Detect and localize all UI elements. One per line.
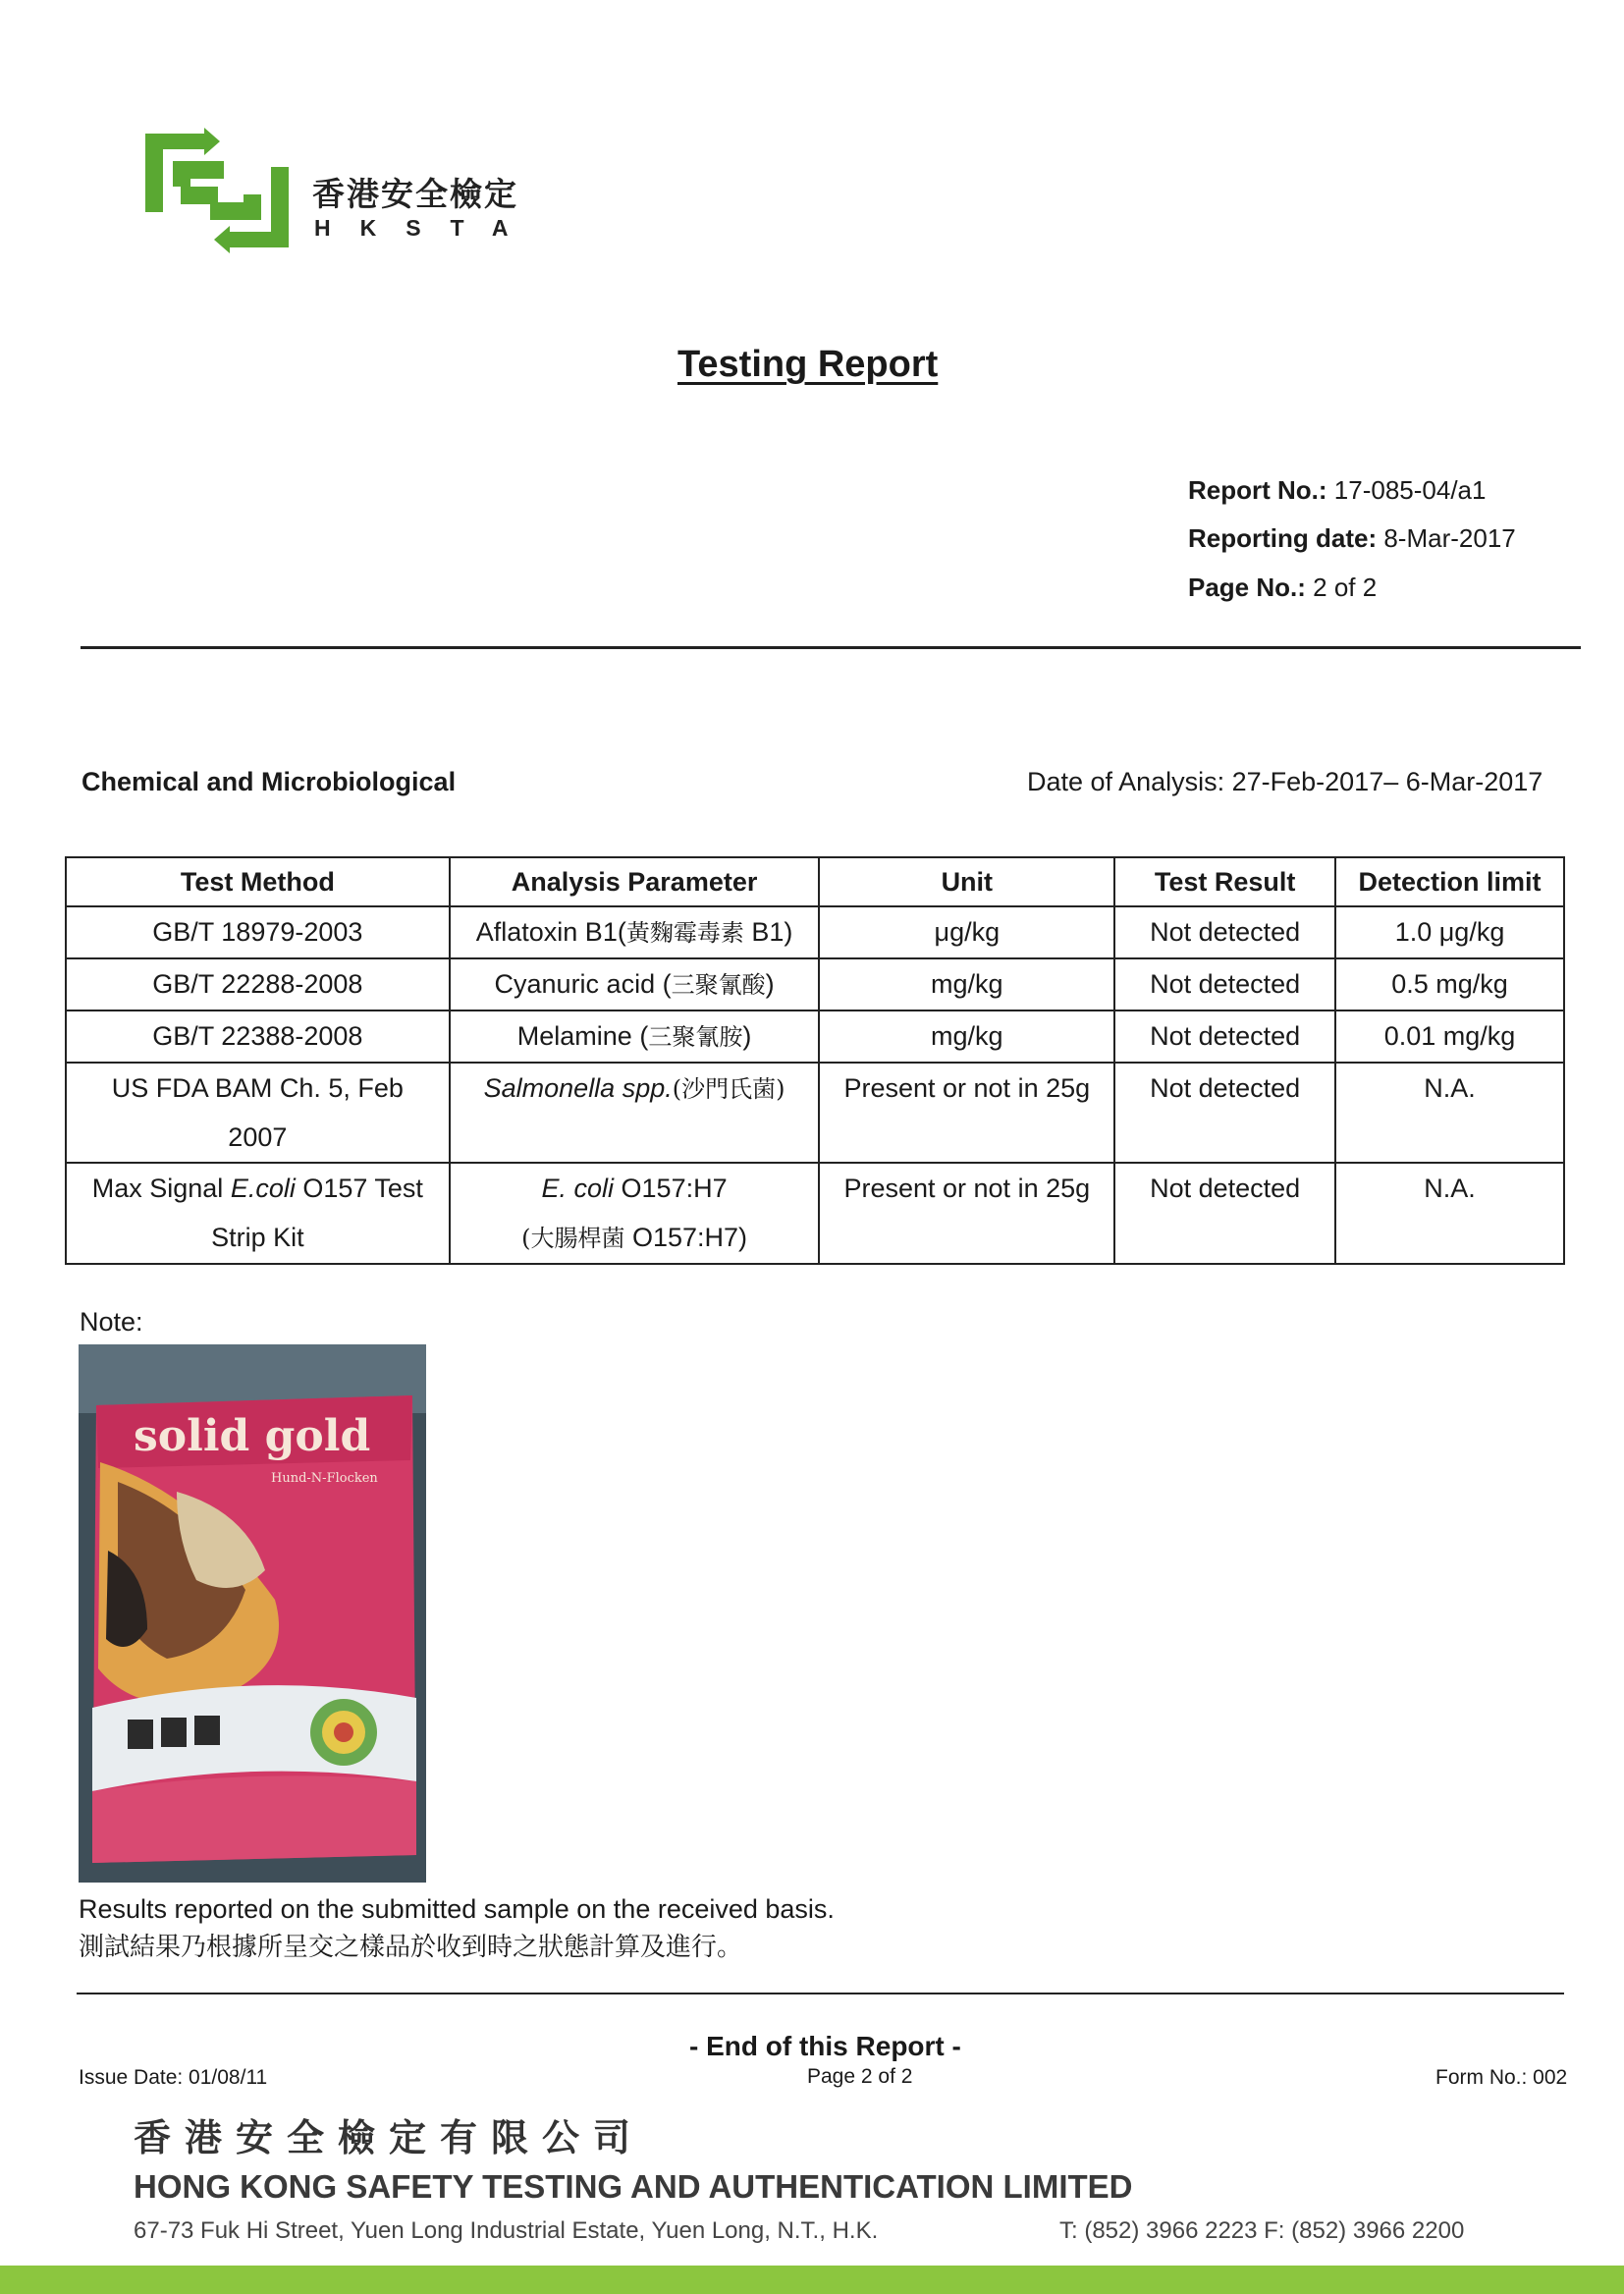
results-note-chinese: 測試結果乃根據所呈交之樣品於收到時之狀態計算及進行。 bbox=[79, 1933, 743, 1962]
cell-parameter: Aflatoxin B1(黃麴霉毒素 B1) bbox=[450, 906, 820, 958]
reporting-date: Reporting date: 8-Mar-2017 bbox=[1188, 523, 1516, 553]
report-number: Report No.: 17-085-04/a1 bbox=[1188, 475, 1487, 505]
cell-result: Not detected bbox=[1114, 906, 1335, 958]
hksta-logo-icon bbox=[145, 128, 289, 253]
cell-limit: 0.5 mg/kg bbox=[1335, 958, 1564, 1010]
logo-chinese-name: 香港安全檢定 bbox=[312, 176, 518, 212]
page-number: Page No.: 2 of 2 bbox=[1188, 573, 1378, 602]
cell-parameter: E. coli O157:H7 (大腸桿菌 O157:H7) bbox=[450, 1163, 820, 1264]
cell-result: Not detected bbox=[1114, 1063, 1335, 1163]
cell-method: US FDA BAM Ch. 5, Feb 2007 bbox=[66, 1063, 450, 1163]
table-row bbox=[66, 1063, 1564, 1163]
cell-limit: 0.01 mg/kg bbox=[1335, 1010, 1564, 1063]
table-row bbox=[66, 958, 1564, 1010]
company-address: 67-73 Fuk Hi Street, Yuen Long Industrial Estate, Yuen Long, N.T., H.K. bbox=[134, 2217, 879, 2244]
cell-parameter: Melamine (三聚氰胺) bbox=[450, 1010, 820, 1063]
divider bbox=[81, 646, 1581, 649]
table-row bbox=[66, 1163, 1564, 1264]
cell-unit: Present or not in 25g bbox=[819, 1063, 1114, 1163]
product-photo bbox=[79, 1344, 426, 1883]
footer-page-number: Page 2 of 2 bbox=[807, 2065, 913, 2088]
table-row bbox=[66, 1010, 1564, 1063]
cell-result: Not detected bbox=[1114, 958, 1335, 1010]
cell-limit: 1.0 μg/kg bbox=[1335, 906, 1564, 958]
company-phone-fax: T: (852) 3966 2223 F: (852) 3966 2200 bbox=[1059, 2217, 1465, 2244]
logo-english-name: HKSTA bbox=[314, 215, 538, 241]
section-title: Chemical and Microbiological bbox=[81, 767, 457, 796]
results-table bbox=[65, 856, 1565, 1265]
cell-method: Max Signal E.coli O157 Test Strip Kit bbox=[66, 1163, 450, 1264]
form-number: Form No.: 002 bbox=[1435, 2066, 1568, 2089]
cell-result: Not detected bbox=[1114, 1010, 1335, 1063]
cell-parameter: Salmonella spp.(沙門氏菌) bbox=[450, 1063, 820, 1163]
divider bbox=[77, 1993, 1564, 1994]
table-row bbox=[66, 906, 1564, 958]
cell-method: GB/T 22388-2008 bbox=[66, 1010, 450, 1063]
cell-method: GB/T 18979-2003 bbox=[66, 906, 450, 958]
cell-unit: μg/kg bbox=[819, 906, 1114, 958]
table-header-row bbox=[66, 857, 1564, 906]
photo-brand-text: solid gold bbox=[134, 1411, 371, 1461]
analysis-date: Date of Analysis: 27-Feb-2017– 6-Mar-2017 bbox=[1027, 767, 1543, 796]
header-analysis-parameter: Analysis Parameter bbox=[450, 857, 820, 906]
cell-unit: mg/kg bbox=[819, 1010, 1114, 1063]
cell-unit: Present or not in 25g bbox=[819, 1163, 1114, 1264]
header-unit: Unit bbox=[819, 857, 1114, 906]
cell-limit: N.A. bbox=[1335, 1163, 1564, 1264]
company-name-chinese: 香港安全檢定有限公司 bbox=[134, 2118, 645, 2159]
end-of-report: - End of this Report - bbox=[689, 2031, 961, 2061]
cell-result: Not detected bbox=[1114, 1163, 1335, 1264]
cell-limit: N.A. bbox=[1335, 1063, 1564, 1163]
header-detection-limit: Detection limit bbox=[1335, 857, 1564, 906]
issue-date: Issue Date: 01/08/11 bbox=[79, 2066, 268, 2089]
note-label: Note: bbox=[80, 1307, 143, 1337]
cell-method: GB/T 22288-2008 bbox=[66, 958, 450, 1010]
cell-parameter: Cyanuric acid (三聚氰酸) bbox=[450, 958, 820, 1010]
photo-product-text: Hund-N-Flocken bbox=[271, 1471, 378, 1486]
results-note-english: Results reported on the submitted sample on the received basis. bbox=[79, 1894, 835, 1924]
page-title: Testing Report bbox=[677, 344, 939, 385]
cell-unit: mg/kg bbox=[819, 958, 1114, 1010]
footer-color-bar bbox=[0, 2266, 1624, 2294]
header-test-method: Test Method bbox=[66, 857, 450, 906]
company-name-english: HONG KONG SAFETY TESTING AND AUTHENTICATION LIMITED bbox=[134, 2168, 1133, 2205]
header-test-result: Test Result bbox=[1114, 857, 1335, 906]
